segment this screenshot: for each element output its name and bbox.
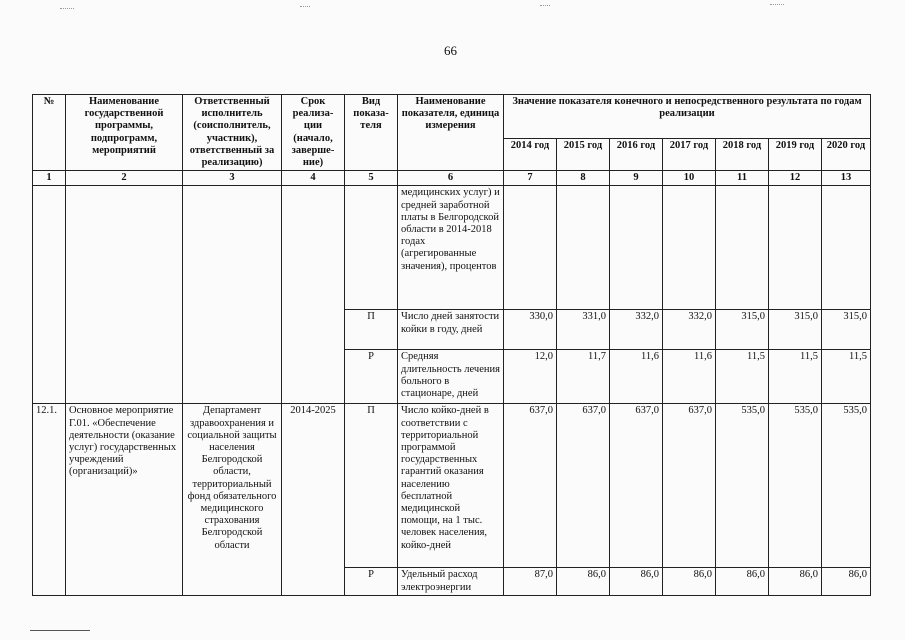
- cell-value: [504, 186, 557, 310]
- cell-executor: Департамент здравоохранения и социальной защиты населения Белгородской области, территориальный фонд обязательного медицинского страхования Белгородской области: [183, 404, 282, 596]
- header-no: №: [33, 95, 66, 171]
- cell-term: 2014-2025: [282, 404, 345, 596]
- column-number: 5: [345, 171, 398, 186]
- column-number: 12: [769, 171, 822, 186]
- scan-speck: [60, 8, 74, 9]
- cell-value: 330,0: [504, 310, 557, 350]
- header-year: 2015 год: [557, 139, 610, 171]
- cell-no: [33, 186, 66, 404]
- cell-name: [66, 186, 183, 404]
- page-number: 66: [444, 43, 457, 58]
- header-executor: Ответственный исполнитель (соисполнитель, участник), ответственный за реализацию): [183, 95, 282, 171]
- scan-speck: [300, 6, 310, 7]
- cell-value: [822, 186, 871, 310]
- cell-value: 637,0: [610, 404, 663, 568]
- cell-value: 12,0: [504, 350, 557, 404]
- cell-value: 11,5: [822, 350, 871, 404]
- header-year: 2014 год: [504, 139, 557, 171]
- cell-value: 535,0: [716, 404, 769, 568]
- column-number: 4: [282, 171, 345, 186]
- cell-indicator: Средняя длительность лечения больного в стационаре, дней: [398, 350, 504, 404]
- cell-term: [282, 186, 345, 404]
- cell-value: 331,0: [557, 310, 610, 350]
- cell-value: 637,0: [557, 404, 610, 568]
- header-type: Вид показа-теля: [345, 95, 398, 171]
- column-number: 1: [33, 171, 66, 186]
- cell-value: [769, 186, 822, 310]
- cell-value: 86,0: [769, 568, 822, 596]
- column-number: 9: [610, 171, 663, 186]
- cell-value: 535,0: [822, 404, 871, 568]
- cell-value: 332,0: [610, 310, 663, 350]
- column-number: 6: [398, 171, 504, 186]
- cell-indicator: Число дней занятости койки в году, дней: [398, 310, 504, 350]
- header-year: 2019 год: [769, 139, 822, 171]
- header-year: 2017 год: [663, 139, 716, 171]
- header-values: Значение показателя конечного и непосредственного результата по годам реализации: [504, 95, 871, 139]
- cell-value: 11,6: [610, 350, 663, 404]
- cell-value: [610, 186, 663, 310]
- cell-name: Основное мероприятие Г.01. «Обеспечение деятельности (оказание услуг) государственных учреждений (организаций)»: [66, 404, 183, 596]
- scan-speck: [540, 5, 550, 6]
- cell-value: 87,0: [504, 568, 557, 596]
- cell-type: [345, 186, 398, 310]
- cell-value: 86,0: [610, 568, 663, 596]
- header-name: Наименование государственной программы, подпрограмм, мероприятий: [66, 95, 183, 171]
- header-term: Срок реализа-ции (начало, заверше-ние): [282, 95, 345, 171]
- cell-no: 12.1.: [33, 404, 66, 596]
- cell-value: 11,5: [716, 350, 769, 404]
- cell-value: [557, 186, 610, 310]
- cell-value: 315,0: [769, 310, 822, 350]
- cell-value: 315,0: [822, 310, 871, 350]
- cell-indicator: Удельный расход электроэнергии: [398, 568, 504, 596]
- cell-value: 535,0: [769, 404, 822, 568]
- scan-speck: [770, 4, 784, 5]
- table-row: [33, 404, 871, 568]
- cell-value: [663, 186, 716, 310]
- cell-type: Р: [345, 568, 398, 596]
- cell-value: 637,0: [504, 404, 557, 568]
- cell-indicator: медицинских услуг) и средней заработной платы в Белгородской области в 2014-2018 годах (агрегированные значения), процентов: [398, 186, 504, 310]
- cell-type: П: [345, 310, 398, 350]
- header-indicator: Наименование показателя, единица измерения: [398, 95, 504, 171]
- indicator-table: [32, 94, 871, 596]
- column-number: 11: [716, 171, 769, 186]
- header-year: 2018 год: [716, 139, 769, 171]
- cell-type: П: [345, 404, 398, 568]
- cell-value: 86,0: [663, 568, 716, 596]
- column-number: 10: [663, 171, 716, 186]
- cell-type: Р: [345, 350, 398, 404]
- header-year: 2016 год: [610, 139, 663, 171]
- scan-line: [30, 630, 90, 631]
- column-number: 2: [66, 171, 183, 186]
- cell-value: 11,7: [557, 350, 610, 404]
- cell-value: 315,0: [716, 310, 769, 350]
- column-number: 13: [822, 171, 871, 186]
- cell-value: 86,0: [557, 568, 610, 596]
- column-number: 8: [557, 171, 610, 186]
- cell-executor: [183, 186, 282, 404]
- cell-value: [716, 186, 769, 310]
- column-number: 3: [183, 171, 282, 186]
- cell-value: 11,6: [663, 350, 716, 404]
- cell-value: 11,5: [769, 350, 822, 404]
- header-year: 2020 год: [822, 139, 871, 171]
- cell-value: 86,0: [822, 568, 871, 596]
- column-number: 7: [504, 171, 557, 186]
- cell-indicator: Число койко-дней в соответствии с территориальной программой государственных гарантий оказания населению бесплатной медицинской помощи, на 1 тыс. человек населения, койко-дней: [398, 404, 504, 568]
- cell-value: 86,0: [716, 568, 769, 596]
- cell-value: 332,0: [663, 310, 716, 350]
- table-row: [33, 186, 871, 310]
- cell-value: 637,0: [663, 404, 716, 568]
